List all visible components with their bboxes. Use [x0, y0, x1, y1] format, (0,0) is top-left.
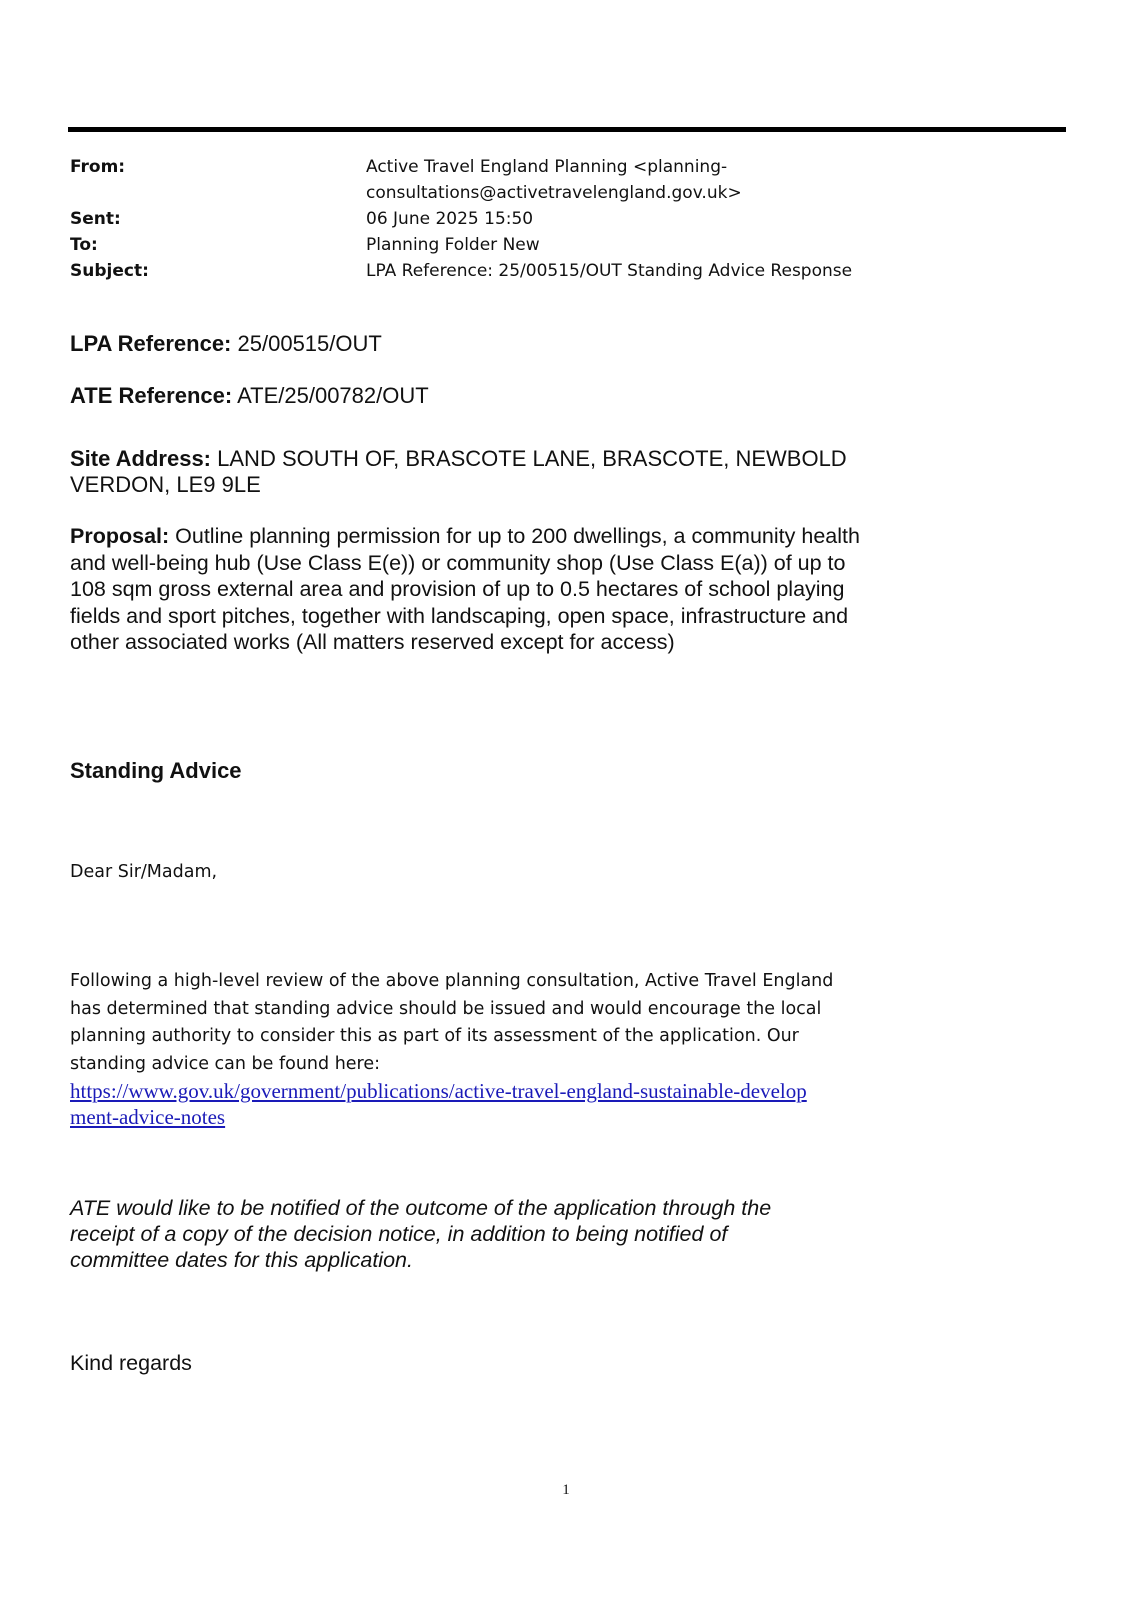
section-heading: Standing Advice [70, 758, 242, 783]
to-label: To: [70, 235, 98, 255]
body-paragraph [70, 968, 850, 1130]
email-header [70, 154, 1030, 284]
advice-link[interactable]: https://www.gov.uk/government/publications/active-travel-england-sustainable-development-advice-notes [70, 1079, 807, 1129]
proposal-value: Outline planning permission for up to 200 dwellings, a community health and well-being hub (Use Class E(e)) or community shop (Use Class E(a)) of up to 108 sqm gross external area and provision of up to 0.5 hectares of school playing fields and sport pitches, together with landscaping, open space, infrastructure and other associated works (All matters reserved except for access) [70, 524, 860, 654]
subject-row [70, 258, 1030, 284]
closing: Kind regards [70, 1351, 192, 1375]
ate-reference [70, 383, 429, 409]
from-value: Active Travel England Planning <planning-consultations@activetravelengland.gov.uk> [366, 157, 742, 203]
to-row [70, 232, 1030, 258]
to-value: Planning Folder New [366, 235, 540, 255]
site-address-value: LAND SOUTH OF, BRASCOTE LANE, BRASCOTE, NEWBOLD VERDON, LE9 9LE [70, 446, 847, 497]
lpa-reference [70, 331, 382, 357]
sent-row [70, 206, 1030, 232]
page-number: 1 [562, 1482, 570, 1498]
sent-label: Sent: [70, 209, 121, 229]
header-divider [68, 127, 1066, 132]
lpa-reference-label: LPA Reference: [70, 331, 232, 356]
subject-value: LPA Reference: 25/00515/OUT Standing Advice Response [366, 261, 853, 281]
proposal-label: Proposal: [70, 524, 170, 548]
ate-reference-label: ATE Reference: [70, 383, 233, 408]
subject-label: Subject: [70, 261, 149, 281]
site-address [70, 446, 850, 498]
site-address-label: Site Address: [70, 446, 212, 471]
lpa-reference-value: 25/00515/OUT [237, 331, 382, 356]
notification-request: ATE would like to be notified of the outcome of the application through the receipt of a copy of the decision notice, in addition to being notified of committee dates for this application. [70, 1196, 772, 1272]
ate-reference-value: ATE/25/00782/OUT [237, 383, 429, 408]
salutation: Dear Sir/Madam, [70, 862, 218, 882]
from-label: From: [70, 157, 126, 177]
from-row [70, 154, 1030, 206]
sent-value: 06 June 2025 15:50 [366, 209, 534, 229]
body-text: Following a high-level review of the above planning consultation, Active Travel England has determined that standing advice should be issued and would encourage the local planning authority to consider this as part of its assessment of the application. Our standing advice can be found here: [70, 971, 834, 1074]
proposal [70, 523, 860, 656]
